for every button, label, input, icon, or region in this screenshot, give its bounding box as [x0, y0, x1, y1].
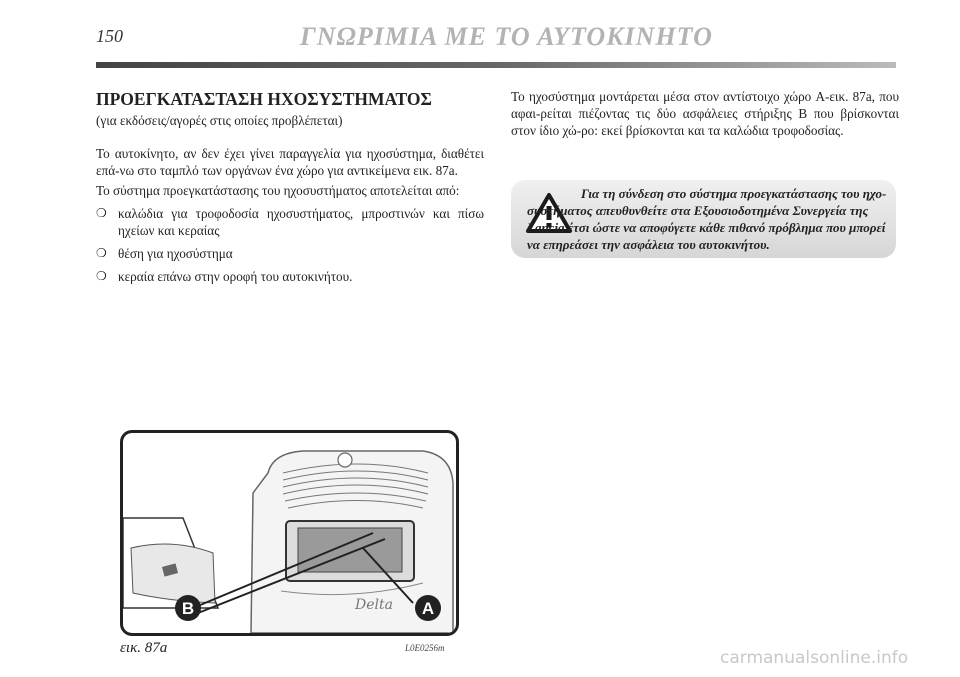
component-list — [96, 205, 484, 285]
list-item — [96, 205, 484, 239]
list-item — [96, 245, 484, 262]
label-b-marker — [175, 595, 201, 621]
bullet-icon: ❍ — [96, 246, 107, 260]
figure-87a — [120, 430, 459, 636]
page-number: 150 — [96, 26, 123, 46]
paragraph-intro: Το αυτοκίνητο, αν δεν έχει γίνει παραγγελία για ηχοσύστημα, διαθέτει επά-νω στο ταμπλό των οργάνων ένα χώρο για αντικείμενα εικ. 87a. — [96, 146, 484, 178]
list-item-text: κεραία επάνω στην οροφή του αυτοκινήτου. — [118, 269, 353, 284]
dashboard-illustration — [123, 433, 456, 633]
paragraph-installation: Το ηχοσύστημα μοντάρεται μέσα στον αντίστοιχο χώρο A-εικ. 87a, που αφαι-ρείται πιέζοντας τις δύο ασφάλειες στήριξης B που βρίσκονται στον ίδιο χώ-ρο: εκεί βρίσκονται και τα καλώδια τροφοδοσίας. — [511, 89, 899, 138]
warning-box — [511, 180, 896, 258]
header-rule — [96, 62, 896, 68]
paragraph-components: Το σύστημα προεγκατάστασης του ηχοσυστήματος αποτελείται από: — [96, 183, 460, 198]
left-column — [96, 88, 484, 291]
list-item-text: θέση για ηχοσύστημα — [118, 246, 233, 261]
warning-text: Για τη σύνδεση στο σύστημα προεγκατάστασης του ηχο-συστήματος απευθυνθείτε στα Εξουσιοδοτημένα Συνεργεία της Lancia έτσι ώστε να αποφύγετε κάθε πιθανό πρόβλημα που μπορεί να επηρεάσει την ασφάλεια του αυτοκινήτου. — [527, 186, 887, 252]
warning-text-wrap — [527, 185, 887, 253]
detail-inset — [123, 518, 218, 608]
bullet-icon: ❍ — [96, 269, 107, 283]
figure-code: L0E0256m — [405, 643, 445, 653]
section-title: ΠΡΟΕΓΚΑΤΑΣΤΑΣΗ ΗΧΟΣΥΣΤΗΜΑΤΟΣ — [96, 89, 432, 109]
list-item-text: καλώδια για τροφοδοσία ηχοσυστήματος, μπροστινών και πίσω ηχείων και κεραίας — [118, 206, 484, 238]
dashboard-script: Delta — [355, 597, 393, 613]
label-a: A — [421, 599, 435, 618]
section-subtitle: (για εκδόσεις/αγορές στις οποίες προβλέπεται) — [96, 113, 343, 128]
right-column — [511, 88, 899, 142]
chapter-title: ΓΝΩΡΙΜΙΑ ΜΕ ΤΟ ΑΥΤΟΚΙΝΗΤΟ — [300, 22, 713, 51]
figure-caption: εικ. 87a — [120, 640, 168, 656]
label-b: B — [181, 599, 195, 618]
list-item — [96, 268, 484, 285]
bullet-icon: ❍ — [96, 206, 107, 220]
compartment-interior — [298, 528, 402, 572]
label-a-marker — [415, 595, 441, 621]
watermark: carmanualsonline.info — [720, 648, 909, 668]
logo-icon — [338, 453, 352, 467]
